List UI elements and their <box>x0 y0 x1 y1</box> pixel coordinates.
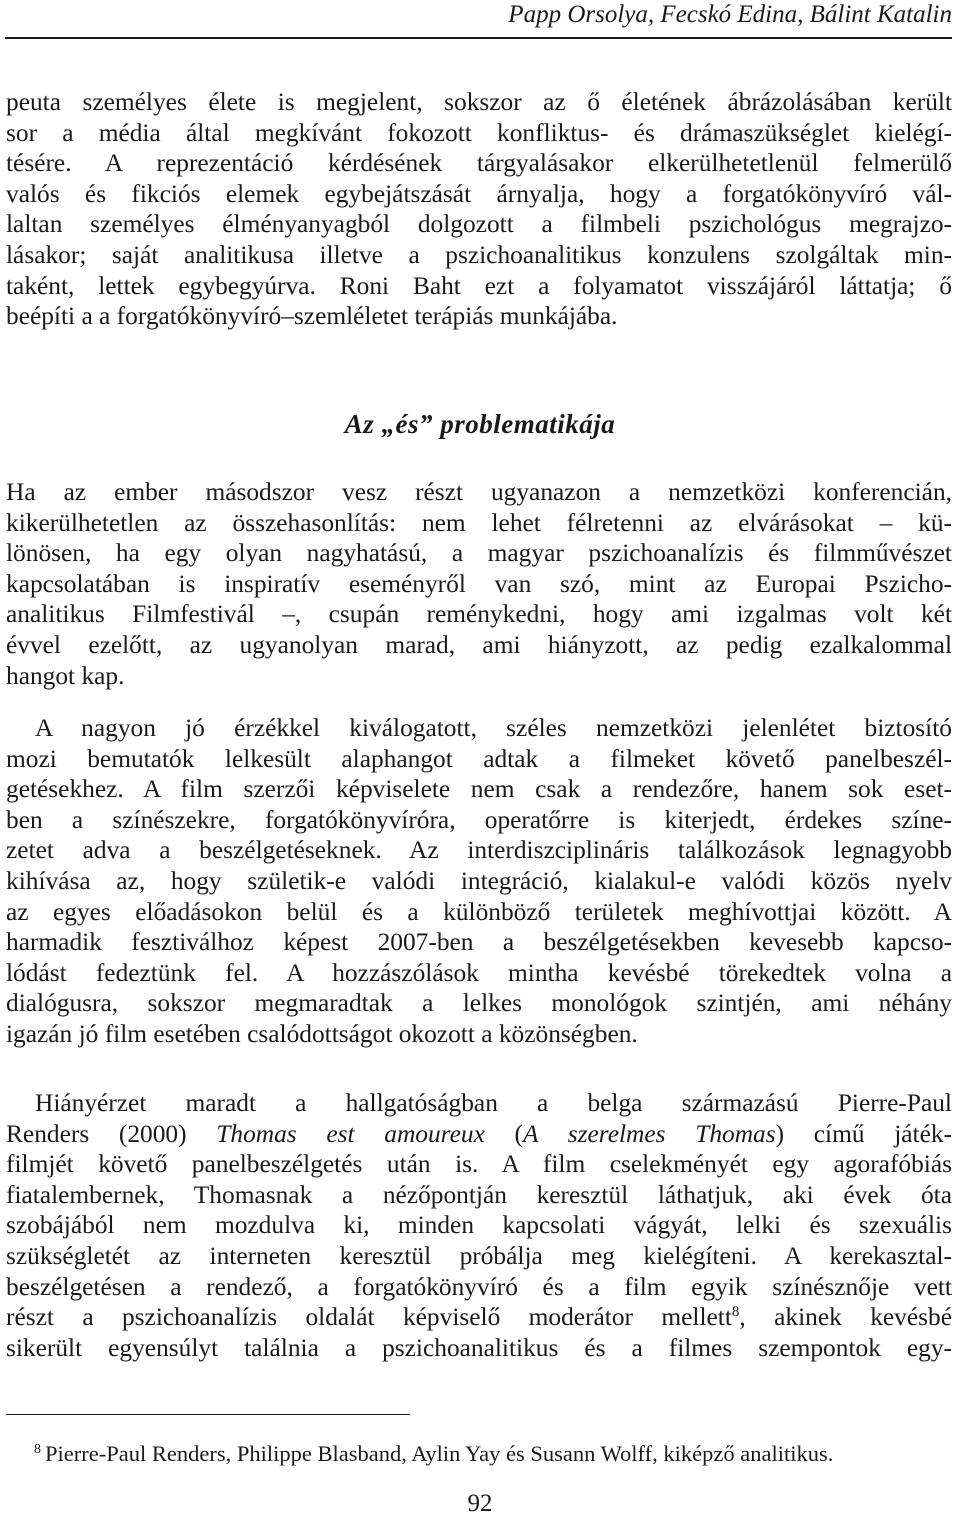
text-line: Ha az ember másodszor vesz részt ugyanazon a nemzetközi konferencián, <box>6 478 952 506</box>
footnote-text: Pierre-Paul Renders, Philippe Blasband, Aylin Yay és Susann Wolff, kiképző analitikus. <box>45 1441 834 1466</box>
header-rule <box>5 37 952 39</box>
text-line: filmjét követő panelbeszélgetés után is. A film cselekményét egy agorafóbiás <box>6 1150 952 1179</box>
text-line: szobájából nem mozdulva ki, minden kapcsolati vágyát, lelki és szexuális <box>6 1211 952 1240</box>
text-line: lönösen, ha egy olyan nagyhatású, a magyar pszichoanalízis és filmművészet <box>6 539 952 568</box>
footnote <box>34 1435 954 1469</box>
text-line: évvel ezelőtt, az ugyanolyan marad, ami hiányzott, az pedig ezalkalommal <box>6 630 952 659</box>
paragraph-1 <box>6 87 952 332</box>
paragraph-4 <box>6 1088 952 1363</box>
text-span: ( <box>484 1119 523 1148</box>
text-line: lásakor; saját analitikusa illetve a pszichoanalitikus konzulens szolgáltak min- <box>6 240 952 269</box>
footnote-reference[interactable]: 8 <box>731 1304 740 1321</box>
text-span: részt a pszichoanalízis oldalát képviselő moderátor mellett <box>6 1303 732 1332</box>
text-line: sikerült egyensúlyt találnia a pszichoanalitikus és a filmes szempontok egy- <box>6 1333 952 1362</box>
text-line: Hiányérzet maradt a hallgatóságban a belga származású Pierre-Paul <box>35 1089 952 1117</box>
text-line: szükségletét az interneten keresztül próbálja meg kielégíteni. A kerekasztal- <box>6 1241 952 1270</box>
section-heading: Az „és” problematikája <box>344 409 616 439</box>
text-line: zetet adva a beszélgetéseknek. Az interdiszciplináris találkozások legnagyobb <box>6 836 952 865</box>
footnote-rule <box>6 1414 410 1415</box>
text-line: beépíti a a forgatókönyvíró–szemléletet terápiás munkájába. <box>6 302 618 331</box>
page-number: 92 <box>467 1490 493 1517</box>
text-line <box>6 1119 952 1150</box>
paragraph-2 <box>6 477 952 691</box>
paragraph-3 <box>6 713 952 1050</box>
text-line: tésére. A reprezentáció kérdésének tárgyalásakor elkerülhetetlenül felmerülő <box>6 149 952 178</box>
text-line: kihívása az, hogy születik-e valódi integráció, kialakul-e valódi közös nyelv <box>6 866 952 895</box>
text-span: , akinek kevésbé <box>739 1303 952 1332</box>
text-line: az egyes előadásokon belül és a különböző területek meghívottjai között. A <box>6 897 952 926</box>
text-span: Renders (2000) <box>6 1119 217 1148</box>
text-line: ben a színészekre, forgatókönyvíróra, operatőrre is kiterjedt, érdekes színe- <box>6 805 952 834</box>
text-line: taként, lettek egybegyúrva. Roni Baht ezt a folyamatot visszájáról láttatja; ő <box>6 271 952 300</box>
text-line: igazán jó film esetében csalódottságot okozott a közönségben. <box>6 1019 638 1048</box>
running-head: Papp Orsolya, Fecskó Edina, Bálint Katalin <box>508 1 952 28</box>
text-span: ) című játék- <box>775 1119 953 1148</box>
text-line <box>6 1302 952 1333</box>
text-line: peuta személyes élete is megjelent, sokszor az ő életének ábrázolásában került <box>6 88 952 116</box>
text-line: harmadik fesztiválhoz képest 2007-ben a beszélgetésekben kevesebb kapcso- <box>6 928 952 957</box>
text-line: A nagyon jó érzékkel kiválogatott, széles nemzetközi jelenlétet biztosító <box>35 714 952 742</box>
film-title-hungarian: A szerelmes Thomas <box>523 1119 776 1148</box>
text-line: analitikus Filmfestivál –, csupán reménykedni, hogy ami izgalmas volt két <box>6 600 952 629</box>
text-line: dialógusra, sokszor megmaradtak a lelkes monológok szintjén, ami néhány <box>6 989 952 1018</box>
text-line: kapcsolatában is inspiratív eseményről van szó, mint az Europai Pszicho- <box>6 569 952 598</box>
text-line: lódást fedeztünk fel. A hozzászólások mintha kevésbé törekedtek volna a <box>6 958 952 987</box>
text-line: valós és fikciós elemek egybejátszását árnyalja, hogy a forgatókönyvíró vál- <box>6 179 952 208</box>
text-line: sor a média által megkívánt fokozott konfliktus- és drámaszükséglet kielégí- <box>6 118 952 147</box>
footnote-marker: 8 <box>34 1442 41 1457</box>
text-line: kikerülhetetlen az összehasonlítás: nem lehet félretenni az elvárásokat – kü- <box>6 508 952 537</box>
text-line: hangot kap. <box>6 661 125 690</box>
text-line: beszélgetésen a rendező, a forgatókönyvíró és a film egyik színésznője vett <box>6 1272 952 1301</box>
text-line: laltan személyes élményanyagból dolgozott a filmbeli pszichológus megrajzo- <box>6 210 952 239</box>
text-line: mozi bemutatók lelkesült alaphangot adtak a filmeket követő panelbeszél- <box>6 744 952 773</box>
text-line: fiatalembernek, Thomasnak a nézőpontján keresztül láthatjuk, aki évek óta <box>6 1180 952 1209</box>
film-title-original: Thomas est amoureux <box>216 1119 485 1148</box>
text-line: getésekhez. A film szerzői képviselete nem csak a rendezőre, hanem sok eset- <box>6 775 952 804</box>
